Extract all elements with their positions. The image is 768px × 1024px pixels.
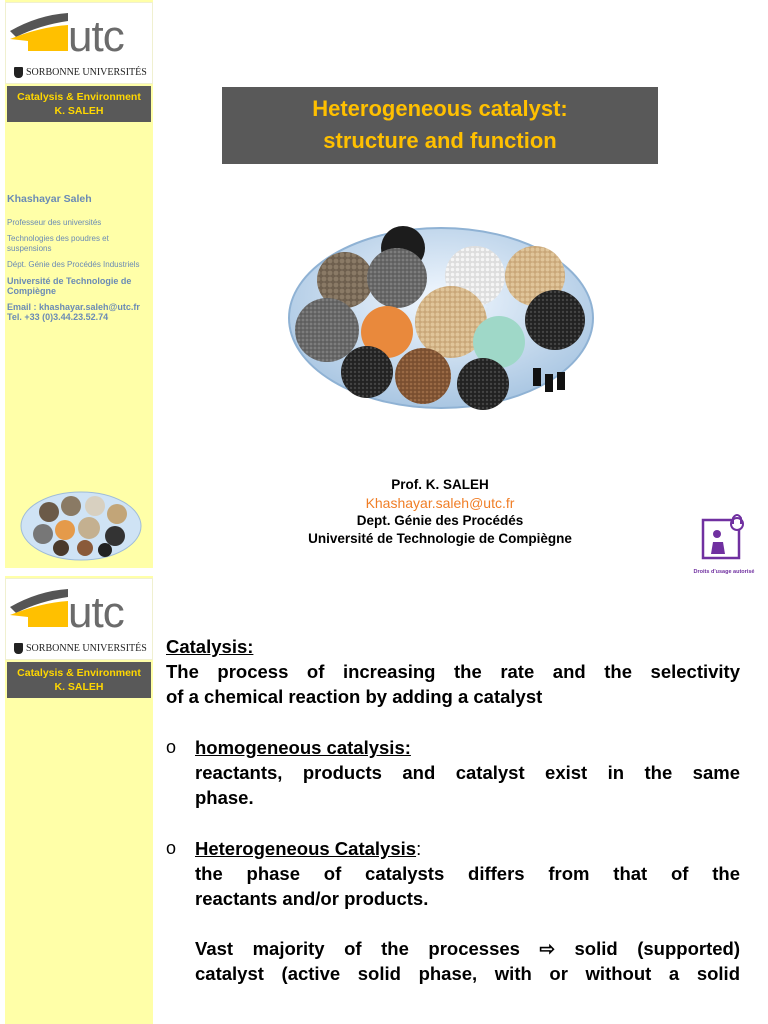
presenter-email[interactable]: Khashayar.saleh@utc.fr — [365, 495, 515, 511]
presenter-info — [222, 476, 658, 548]
utc-logo — [5, 2, 153, 84]
slide-content — [166, 634, 740, 986]
course-label: Catalysis & Environment K. SALEH — [7, 86, 151, 122]
definition-line-1: The process of increasing the rate and the selectivity — [166, 661, 740, 682]
sidebar — [5, 0, 153, 568]
bullet-text: phase. — [195, 787, 254, 808]
utc-swoosh-icon — [8, 11, 70, 63]
bullet-text: reactants, products and catalyst exist in the same — [195, 762, 740, 783]
sorbonne-label: SORBONNE UNIVERSITÉS — [14, 643, 147, 654]
bullet-text: catalyst (active solid phase, with or without a solid — [195, 963, 740, 984]
sorbonne-shield-icon — [14, 643, 23, 654]
bullet-text: reactants and/or products. — [195, 888, 429, 909]
utc-logo — [5, 578, 153, 660]
bullet-text: the phase of catalysts differs from that of the — [195, 863, 740, 884]
catalyst-samples-thumbnail — [19, 490, 143, 562]
presenter-university: Université de Technologie de Compiègne — [308, 531, 572, 546]
content-heading: Catalysis: — [166, 636, 254, 657]
author-role: Professeur des universités — [7, 218, 102, 227]
presenter-dept: Dept. Génie des Procédés — [356, 513, 524, 528]
author-tel: Tel. +33 (0)3.44.23.52.74 — [7, 312, 109, 322]
sidebar — [5, 576, 153, 1024]
bullet-text: Vast majority of the processes ⇨ solid (supported) — [195, 938, 740, 959]
author-email: Email : khashayar.saleh@utc.fr — [7, 302, 140, 312]
bullet-marker: o — [166, 838, 177, 858]
usage-rights-icon — [699, 512, 749, 562]
presenter-name: Prof. K. SALEH — [391, 477, 489, 492]
bullet-colon: : — [416, 838, 422, 859]
bullet-marker: o — [166, 737, 177, 757]
course-label: Catalysis & Environment K. SALEH — [7, 662, 151, 698]
sorbonne-label: SORBONNE UNIVERSITÉS — [14, 67, 147, 78]
content-slide — [0, 576, 768, 1024]
author-field: Technologies des poudres et suspensions — [7, 234, 109, 253]
bullet-homogeneous — [166, 735, 740, 760]
author-name: Khashayar Saleh — [7, 193, 92, 205]
utc-swoosh-icon — [8, 587, 70, 639]
author-dept: Dépt. Génie des Procédés Industriels — [7, 260, 140, 269]
rights-caption: Droits d'usage autorisé — [693, 569, 755, 575]
utc-logo-text: utc — [68, 12, 124, 61]
sorbonne-shield-icon — [14, 67, 23, 78]
slide-title: Heterogeneous catalyst: structure and function — [222, 87, 658, 164]
rights-badge — [680, 512, 768, 575]
author-university: Université de Technologie de Compiègne — [7, 276, 132, 296]
catalyst-samples-image — [285, 222, 597, 414]
bullet-heterogeneous — [166, 836, 740, 861]
author-info — [7, 194, 153, 322]
bullet-title: Heterogeneous Catalysis — [195, 838, 417, 859]
definition-line-2: of a chemical reaction by adding a catalyst — [166, 686, 543, 707]
utc-logo-text: utc — [68, 588, 124, 637]
bullet-title: homogeneous catalysis: — [195, 737, 411, 758]
